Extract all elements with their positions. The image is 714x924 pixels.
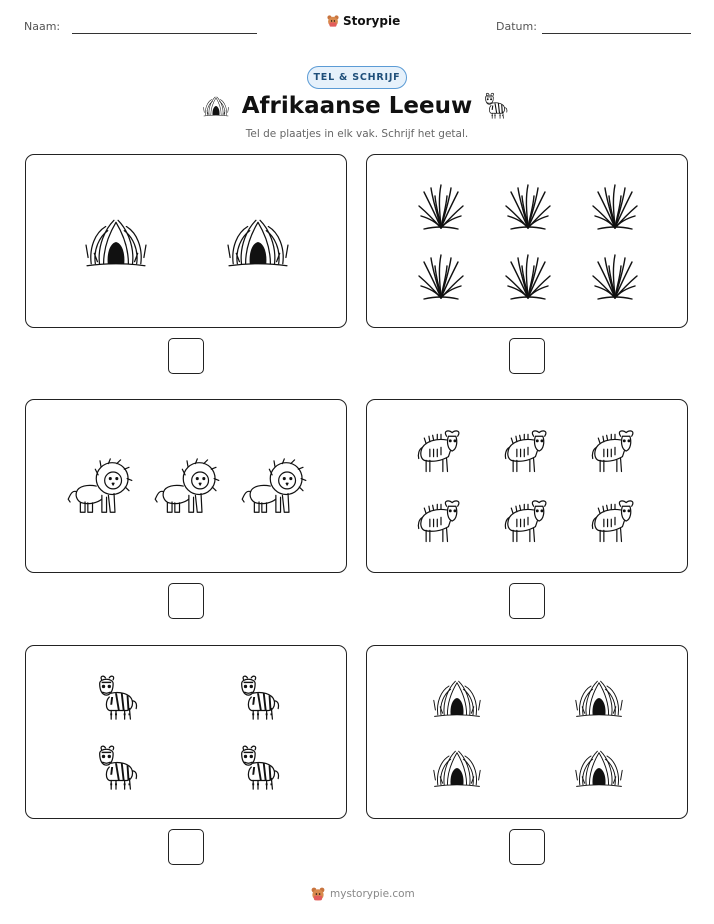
grass-tuft-icon	[416, 251, 466, 303]
storypie-bear-icon	[310, 886, 326, 902]
page-title: Afrikaanse Leeuw	[241, 93, 473, 119]
bush-cave-icon	[433, 747, 481, 789]
counting-panel	[366, 645, 688, 819]
answer-box[interactable]	[168, 583, 204, 619]
answer-box[interactable]	[168, 338, 204, 374]
date-label: Datum:	[496, 20, 537, 33]
wildebeest-icon	[502, 428, 554, 476]
answer-box[interactable]	[509, 829, 545, 865]
name-label: Naam:	[24, 20, 61, 33]
zebra-icon	[92, 674, 140, 722]
answer-box[interactable]	[509, 583, 545, 619]
wildebeest-icon	[589, 428, 641, 476]
lion-icon	[67, 458, 133, 516]
counting-panel	[366, 154, 688, 328]
instruction-text: Tel de plaatjes in elk vak. Schrijf het getal.	[245, 128, 469, 140]
wildebeest-icon	[415, 428, 467, 476]
counting-panel	[25, 399, 347, 573]
answer-box[interactable]	[509, 338, 545, 374]
bush-cave-icon	[575, 747, 623, 789]
activity-badge: TEL & SCHRIJF	[307, 66, 407, 89]
wildebeest-icon	[502, 498, 554, 546]
brand-name: Storypie	[343, 14, 401, 28]
counting-panel	[25, 154, 347, 328]
grass-tuft-icon	[416, 181, 466, 233]
answer-box[interactable]	[168, 829, 204, 865]
grass-tuft-icon	[590, 181, 640, 233]
wildebeest-icon	[589, 498, 641, 546]
grass-tuft-icon	[503, 251, 553, 303]
lion-icon	[154, 458, 220, 516]
bush-cave-icon	[85, 216, 147, 268]
zebra-icon	[234, 674, 282, 722]
date-line[interactable]	[542, 33, 691, 34]
zebra-icon	[92, 744, 140, 792]
wildebeest-icon	[415, 498, 467, 546]
bush-cave-icon	[227, 216, 289, 268]
storypie-bear-icon	[326, 14, 340, 28]
zebra-icon	[234, 744, 282, 792]
lion-icon	[241, 458, 307, 516]
grass-tuft-icon	[590, 251, 640, 303]
name-line[interactable]	[72, 33, 257, 34]
footer	[310, 886, 415, 902]
footer-url: mystorypie.com	[330, 888, 415, 900]
zebra-icon	[481, 92, 509, 120]
counting-panel	[366, 399, 688, 573]
counting-panel	[25, 645, 347, 819]
bush-cave-icon	[433, 677, 481, 719]
bush-cave-icon	[575, 677, 623, 719]
brand-logo	[326, 14, 400, 28]
grass-tuft-icon	[503, 181, 553, 233]
